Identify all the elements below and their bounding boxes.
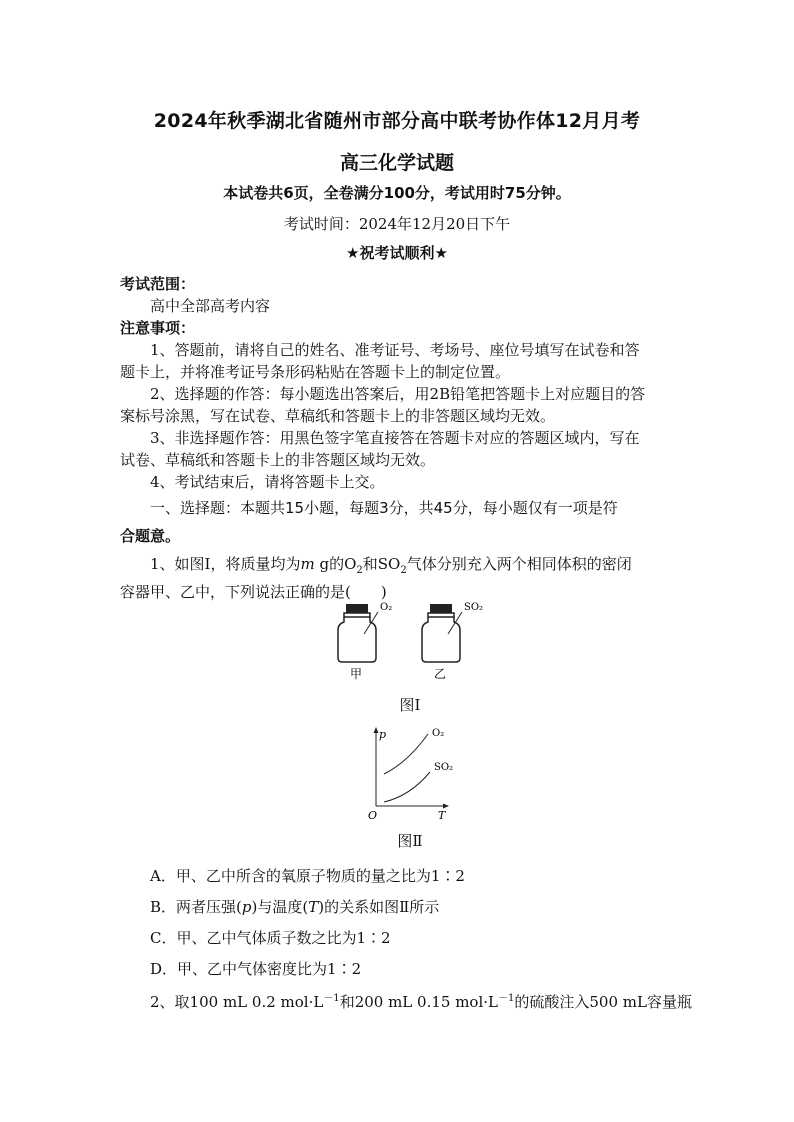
q1-stem-b: 容器甲、乙中，下列说法正确的是( ) [120,583,387,601]
q2-stem [150,989,692,1012]
origin-label: O [368,809,378,822]
curve1-label: O₂ [432,728,445,739]
q1-stem-part3: 和SO [362,555,401,573]
scope-label: 考试范围： [120,275,196,293]
bottle1-label: O₂ [380,602,393,613]
q1-stem-part1: 1、如图Ⅰ，将质量均为 [150,555,301,573]
bottle-jia [338,604,378,662]
y-axis-label: p [379,728,387,741]
q2-part3: 的硫酸注入500 mL容量瓶 [514,993,692,1011]
note-3b: 试卷、草稿纸和答题卡上的非答题区域均无效。 [120,451,436,469]
figure-2-caption: 图Ⅱ [397,832,423,850]
bottle1-name: 甲 [350,667,363,681]
q1-stem-a [150,553,710,582]
bottle2-name: 乙 [434,667,447,681]
q1-mass-variable: m [300,555,315,573]
pressure-variable: p [241,898,252,916]
notes-label: 注意事项： [120,319,196,337]
curve-o2 [384,734,428,774]
note-2a: 2、选择题的作答：每小题选出答案后，用2B铅笔把答题卡上对应题目的答 [150,385,646,403]
y-axis-arrow [374,727,379,733]
superscript: －1 [323,993,340,1004]
subscript: 2 [400,565,407,576]
x-axis-label: T [438,809,446,822]
option-b-part2: )与温度( [251,898,309,916]
blessing: ★祝考试顺利★ [346,244,448,262]
x-axis-arrow [443,804,449,809]
note-1a: 1、答题前，请将自己的姓名、准考证号、考场号、座位号填写在试卷和答 [150,341,640,359]
q2-part1: 2、取100 mL 0.2 mol·L [150,993,324,1011]
q1-stem-part2: g的O [314,555,357,573]
exam-subtitle: 高三化学试题 [339,152,454,174]
option-b-part3: )的关系如图Ⅱ所示 [318,898,440,916]
q1-stem-part4: 气体分别充入两个相同体积的密闭 [406,555,632,573]
exam-title: 2024年秋季湖北省随州市部分高中联考协作体12月月考 [153,110,641,132]
q2-part2: 和200 mL 0.15 mol·L [339,993,498,1011]
superscript: －1 [498,993,515,1004]
figure-1-caption: 图Ⅰ [399,696,421,714]
bottle2-label: SO₂ [464,602,484,613]
curve-so2 [384,772,430,802]
option-b [150,896,439,917]
note-3a: 3、非选择题作答：用黑色签字笔直接答在答题卡对应的答题区域内，写在 [150,429,640,447]
section-heading-b: 合题意。 [120,527,181,545]
note-2b: 案标号涂黑，写在试卷、草稿纸和答题卡上的非答题区域均无效。 [120,407,556,425]
option-d: D．甲、乙中气体密度比为1∶2 [150,960,362,978]
option-c: C．甲、乙中气体质子数之比为1∶2 [150,929,391,947]
scope-content: 高中全部高考内容 [150,297,271,315]
option-a: A．甲、乙中所含的氧原子物质的量之比为1∶2 [150,867,465,885]
note-4: 4、考试结束后，请将答题卡上交。 [150,473,385,491]
curve2-label: SO₂ [434,762,454,773]
exam-info: 本试卷共6页，全卷满分100分，考试用时75分钟。 [223,184,571,202]
note-1b: 题卡上，并将准考证号条形码粘贴在答题卡上的制定位置。 [120,363,511,381]
figure-2-graph [362,722,462,822]
figure-1-bottles [330,600,490,688]
subscript: 2 [356,565,363,576]
option-b-part1: B．两者压强( [150,898,242,916]
temperature-variable: T [308,898,319,916]
exam-time: 考试时间：2024年12月20日下午 [283,215,511,233]
section-heading-a: 一、选择题：本题共15小题，每题3分，共45分，每小题仅有一项是符 [150,499,618,517]
bottle-yi [422,604,462,662]
